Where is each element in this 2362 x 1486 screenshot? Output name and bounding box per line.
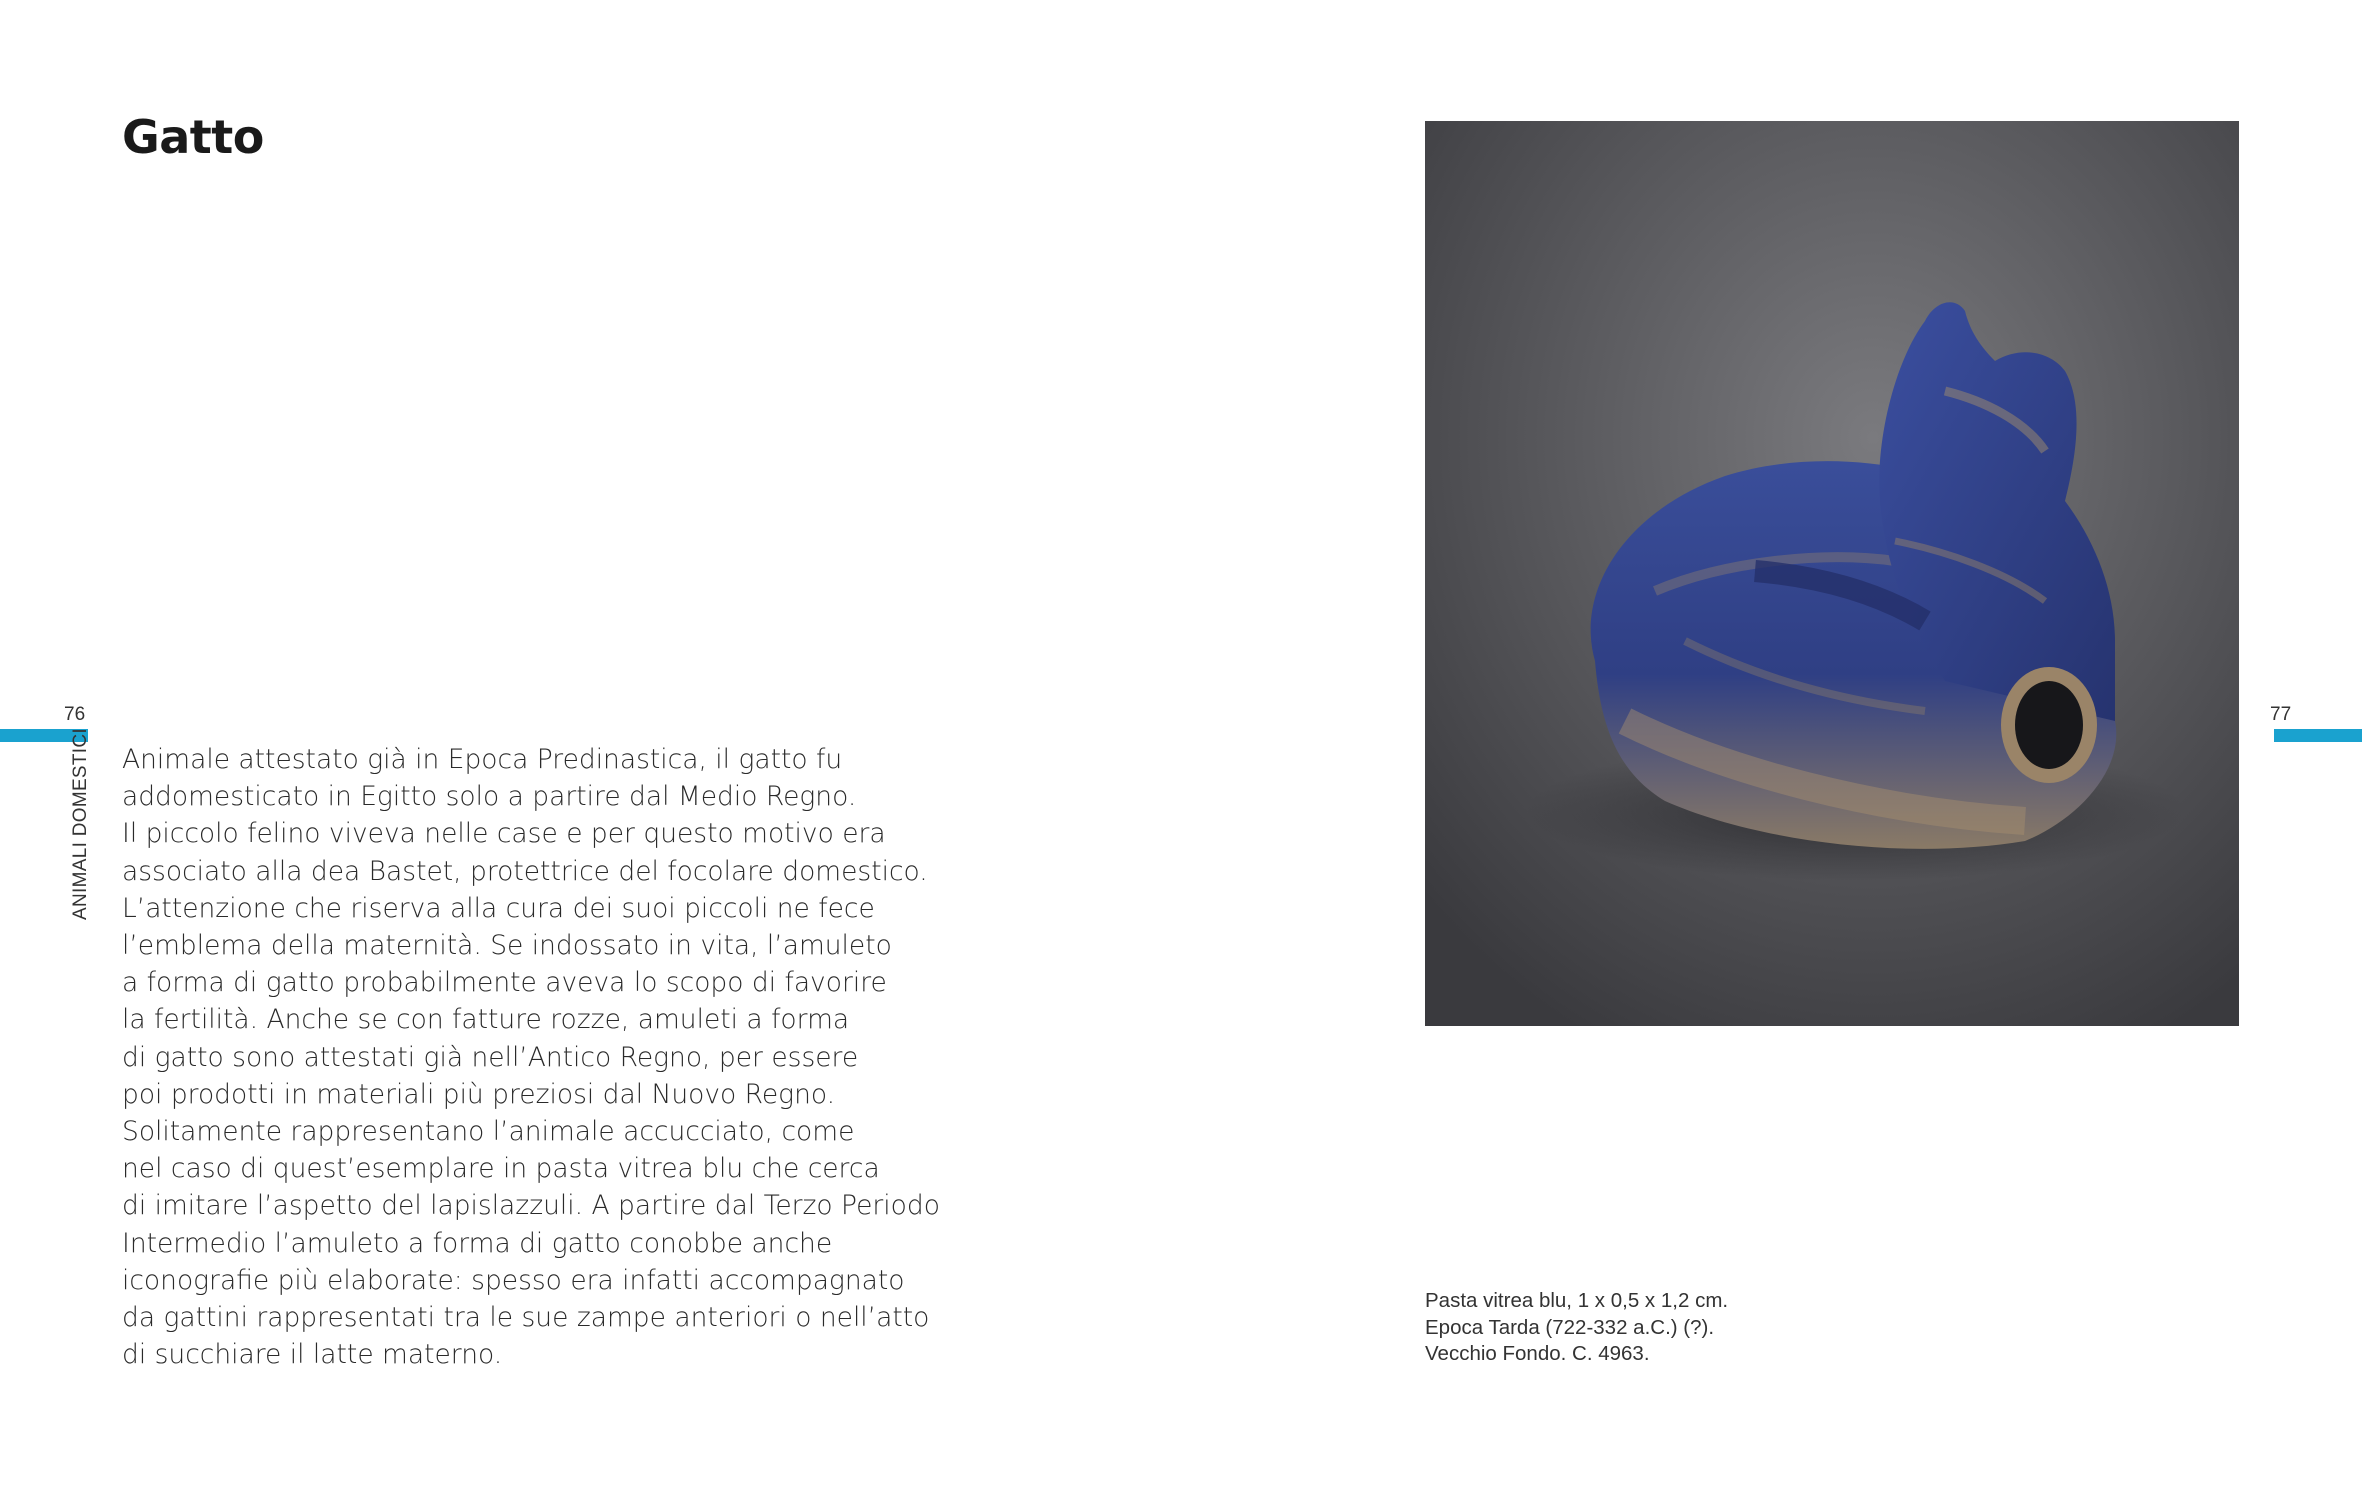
caption-line: Vecchio Fondo. C. 4963.	[1425, 1342, 1650, 1365]
cat-amulet-illustration	[1425, 121, 2239, 1026]
body-line: nel caso di quest’esemplare in pasta vitrea blu che cerca	[122, 1153, 880, 1185]
body-text	[122, 741, 940, 1373]
body-line: associato alla dea Bastet, protettrice del focolare domestico.	[122, 855, 928, 887]
body-line: di succhiare il latte materno.	[122, 1339, 503, 1371]
photo-caption	[1425, 1288, 1728, 1368]
caption-line: Epoca Tarda (722-332 a.C.) (?).	[1425, 1315, 1715, 1339]
amulet-photo	[1425, 121, 2239, 1026]
body-line: addomesticato in Egitto solo a partire dal Medio Regno.	[122, 781, 857, 813]
body-line: l’emblema della maternità. Se indossato in vita, l’amuleto	[122, 930, 892, 962]
page-number-left: 76	[64, 704, 86, 725]
body-line: Il piccolo felino viveva nelle case e per questo motivo era	[122, 818, 886, 850]
page-title: Gatto	[122, 110, 264, 164]
body-line: di imitare l’aspetto del lapislazzuli. A partire dal Terzo Periodo	[122, 1190, 940, 1222]
body-line: Solitamente rappresentano l’animale accucciato, come	[122, 1116, 855, 1148]
caption-line: Pasta vitrea blu, 1 x 0,5 x 1,2 cm.	[1425, 1289, 1729, 1312]
body-line: iconografie più elaborate: spesso era infatti accompagnato	[122, 1264, 905, 1296]
body-line: la fertilità. Anche se con fatture rozze, amuleti a forma	[122, 1004, 850, 1036]
body-line: da gattini rappresentati tra le sue zampe anteriori o nell’atto	[122, 1302, 930, 1334]
body-line: L’attenzione che riserva alla cura dei suoi piccoli ne fece	[122, 892, 875, 924]
body-line: di gatto sono attestati già nell’Antico Regno, per essere	[122, 1041, 859, 1073]
body-line: poi prodotti in materiali più preziosi dal Nuovo Regno.	[122, 1078, 836, 1110]
body-line: a forma di gatto probabilmente aveva lo scopo di favorire	[122, 967, 887, 999]
body-line: Intermedio l’amuleto a forma di gatto conobbe anche	[122, 1227, 833, 1259]
section-label: ANIMALI DOMESTICI	[70, 728, 91, 920]
body-line: Animale attestato già in Epoca Predinastica, il gatto fu	[122, 744, 843, 775]
page-number-right: 77	[2270, 704, 2292, 725]
page-marker-right	[2274, 729, 2362, 742]
